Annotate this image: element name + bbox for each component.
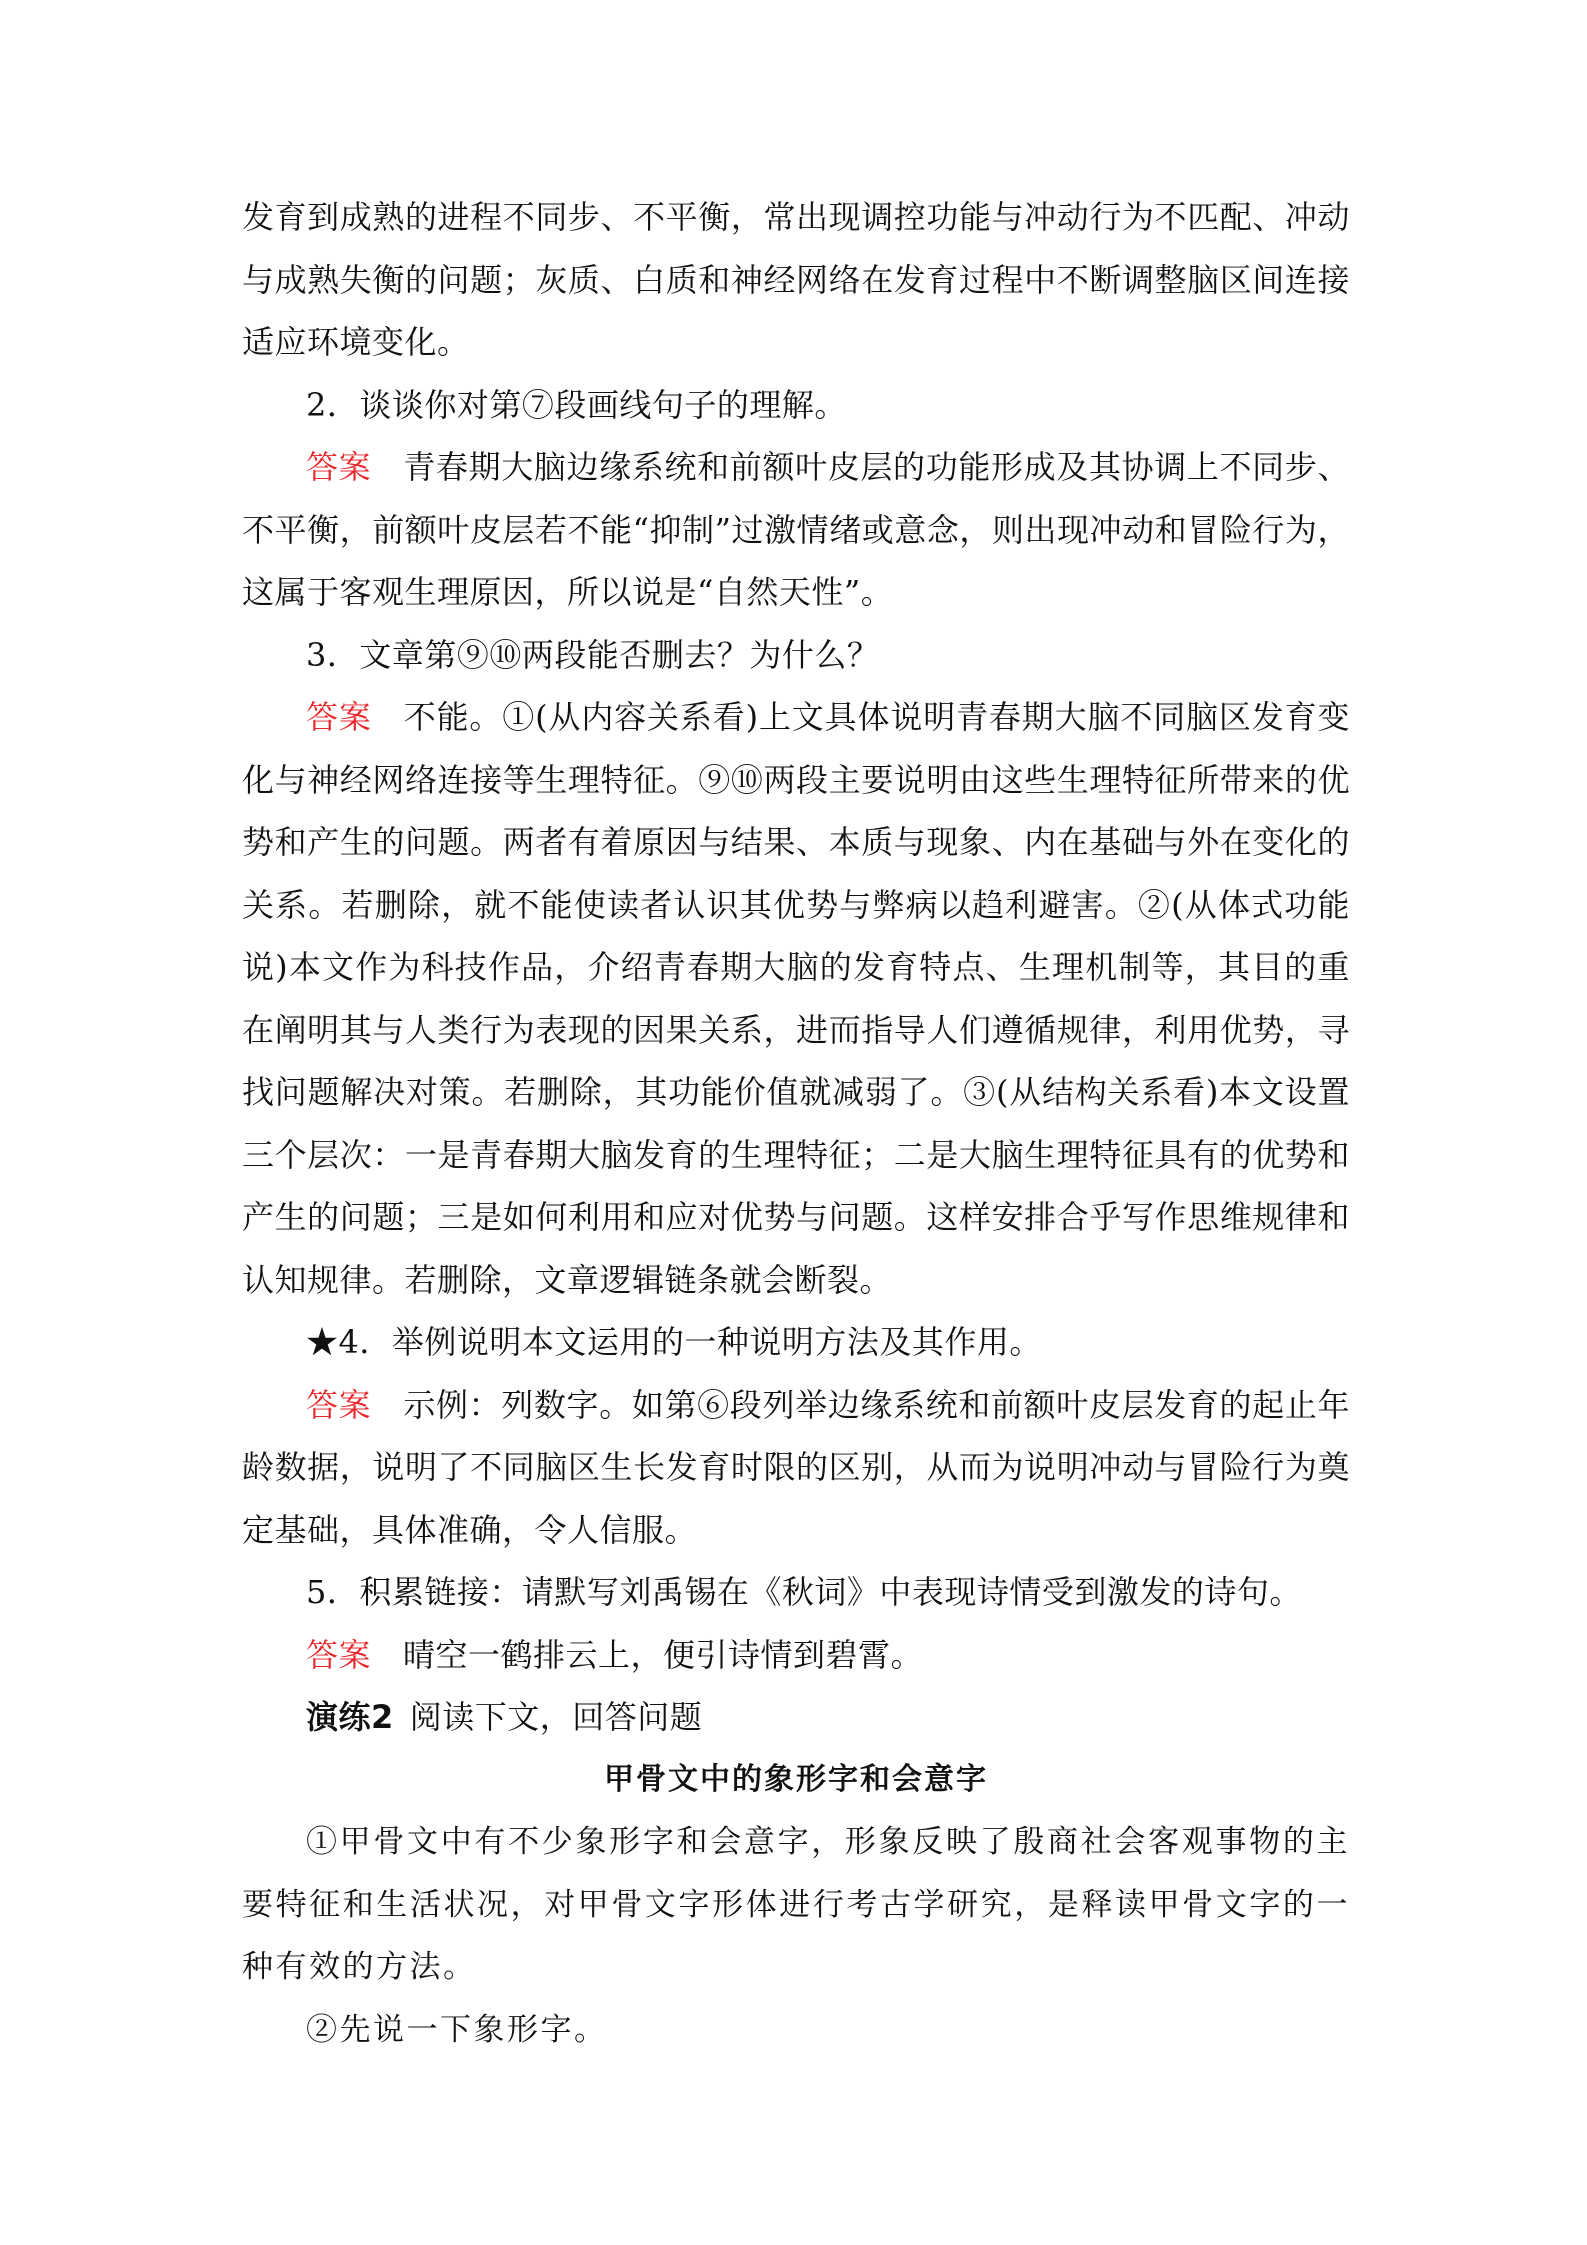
passage-paragraph-1: ①甲骨文中有不少象形字和会意字，形象反映了殷商社会客观事物的主要特征和生活状况，对甲骨文字形体进行考古学研究，是释读甲骨文字的一种有效的方法。: [242, 1824, 1350, 1985]
document-page: [242, 186, 1350, 2061]
answer-2: [242, 436, 1350, 624]
answer-label: 答案: [306, 1385, 372, 1424]
passage-paragraph-2: ②先说一下象形字。: [306, 2011, 608, 2048]
question-2: 2．谈谈你对第⑦段画线句子的理解。: [306, 385, 847, 424]
intro-paragraph: 发育到成熟的进程不同步、不平衡，常出现调控功能与冲动行为不匹配、冲动与成熟失衡的问题；灰质、白质和神经网络在发育过程中不断调整脑区间连接适应环境变化。: [242, 198, 1350, 361]
answer-4: [242, 1374, 1350, 1562]
answer-3: [242, 686, 1350, 1311]
question-5: 5．积累链接：请默写刘禹锡在《秋词》中表现诗情受到激发的诗句。: [306, 1573, 1302, 1611]
answer-4-text: 示例：列数字。如第⑥段列举边缘系统和前额叶皮层发育的起止年龄数据，说明了不同脑区生长发育时限的区别，从而为说明冲动与冒险行为奠定基础，具体准确，令人信服。: [242, 1385, 1350, 1549]
answer-3-text: 不能。①(从内容关系看)上文具体说明青春期大脑不同脑区发育变化与神经网络连接等生理特征。⑨⑩两段主要说明由这些生理特征所带来的优势和产生的问题。两者有着原因与结果、本质与现象、内在基础与外在变化的关系。若删除，就不能使读者认识其优势与弊病以趋利避害。②(从体式功能说)本文作为科技作品，介绍青春期大脑的发育特点、生理机制等，其目的重在阐明其与人类行为表现的因果关系，进而指导人们遵循规律，利用优势，寻找问题解决对策。若删除，其功能价值就减弱了。③(从结构关系看)本文设置三个层次：一是青春期大脑发育的生理特征；二是大脑生理特征具有的优势和产生的问题；三是如何利用和应对优势与问题。这样安排合乎写作思维规律和认知规律。若删除，文章逻辑链条就会断裂。: [242, 698, 1350, 1299]
exercise-instruction: 阅读下文，回答问题: [409, 1698, 703, 1736]
answer-label: 答案: [306, 448, 372, 486]
answer-label: 答案: [306, 1635, 372, 1674]
answer-5-text: 晴空一鹤排云上，便引诗情到碧霄。: [403, 1635, 924, 1674]
passage-title: 甲骨文中的象形字和会意字: [604, 1761, 988, 1797]
answer-5: [242, 1624, 1350, 1687]
answer-label: 答案: [306, 698, 372, 736]
exercise-heading: [242, 1686, 1350, 1749]
question-4: ★4．举例说明本文运用的一种说明方法及其作用。: [306, 1323, 1042, 1361]
question-3: 3．文章第⑨⑩两段能否删去？为什么？: [306, 635, 880, 674]
answer-2-text: 青春期大脑边缘系统和前额叶皮层的功能形成及其协调上不同步、不平衡，前额叶皮层若不能“抑制”过激情绪或意念，则出现冲动和冒险行为，这属于客观生理原因，所以说是“自然天性”。: [242, 448, 1350, 611]
exercise-label: 演练2: [306, 1698, 394, 1736]
